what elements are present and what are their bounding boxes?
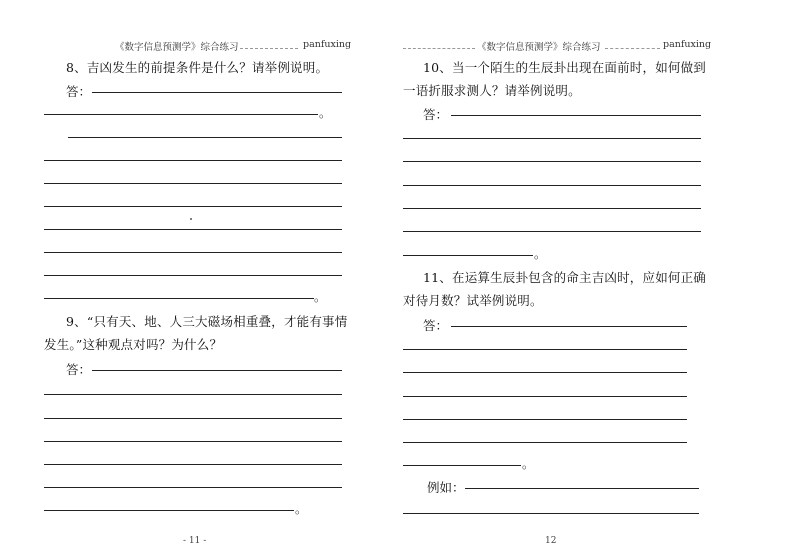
period-mark: 。 <box>295 502 308 516</box>
answer-line[interactable] <box>403 419 687 420</box>
period-mark: 。 <box>314 290 327 304</box>
answer-line[interactable] <box>451 115 701 116</box>
answer-line[interactable] <box>44 252 342 253</box>
answer-line[interactable] <box>403 231 701 232</box>
answer-line[interactable] <box>44 298 314 299</box>
answer-line[interactable] <box>44 160 342 161</box>
question-10-line-2: 一语折服求测人？请举例说明。 <box>403 83 581 98</box>
answer-line[interactable] <box>403 185 701 186</box>
period-mark: 。 <box>534 247 547 261</box>
answer-label: 答： <box>66 362 92 377</box>
answer-line[interactable] <box>92 370 342 371</box>
left-page <box>0 0 396 546</box>
answer-line[interactable] <box>44 487 342 488</box>
answer-label: 答： <box>66 84 92 99</box>
answer-line[interactable] <box>44 275 342 276</box>
page-number: - 11 - <box>183 536 207 546</box>
page-number: 12 <box>545 536 557 546</box>
answer-line[interactable] <box>44 229 342 230</box>
header-rule <box>605 48 660 49</box>
right-page <box>397 0 793 546</box>
answer-line[interactable] <box>403 442 687 443</box>
period-mark: 。 <box>522 457 535 471</box>
header-rule <box>240 48 298 49</box>
answer-line[interactable] <box>403 349 687 350</box>
answer-line[interactable] <box>403 255 533 256</box>
answer-line[interactable] <box>403 372 687 373</box>
example-label: 例如： <box>427 480 465 495</box>
answer-line[interactable] <box>403 396 687 397</box>
header-title: 《数字信息预测学》综合练习 <box>477 42 601 53</box>
scan-speck <box>190 218 192 220</box>
answer-line[interactable] <box>44 464 342 465</box>
answer-line[interactable] <box>44 114 318 115</box>
header-title: 《数字信息预测学》综合练习 <box>115 42 239 53</box>
question-11-line-2: 对待月数？试举例说明。 <box>403 293 543 308</box>
answer-line[interactable] <box>44 394 342 395</box>
question-9-line-2: 发生。”这种观点对吗？为什么？ <box>44 337 223 352</box>
answer-line[interactable] <box>68 137 342 138</box>
header-author: panfuxing <box>663 39 712 50</box>
answer-line[interactable] <box>451 326 687 327</box>
period-mark: 。 <box>319 106 332 120</box>
answer-line[interactable] <box>44 183 342 184</box>
question-10-line-1: 10、当一个陌生的生辰卦出现在面前时，如何做到 <box>423 60 707 75</box>
answer-line[interactable] <box>44 206 342 207</box>
example-line[interactable] <box>403 513 699 514</box>
header-rule <box>403 48 475 49</box>
answer-line[interactable] <box>403 208 701 209</box>
header-author: panfuxing <box>303 39 352 50</box>
answer-line[interactable] <box>92 92 342 93</box>
answer-line[interactable] <box>403 161 701 162</box>
answer-line[interactable] <box>44 510 294 511</box>
answer-line[interactable] <box>403 138 701 139</box>
question-11-line-1: 11、在运算生辰卦包含的命主吉凶时，应如何正确 <box>423 270 707 285</box>
question-9-line-1: 9、“只有天、地、人三大磁场相重叠，才能有事情 <box>66 314 348 329</box>
answer-line[interactable] <box>403 465 521 466</box>
answer-line[interactable] <box>44 441 342 442</box>
question-8: 8、吉凶发生的前提条件是什么？请举例说明。 <box>66 60 329 75</box>
answer-label: 答： <box>423 107 449 122</box>
answer-line[interactable] <box>44 418 342 419</box>
answer-label: 答： <box>423 318 449 333</box>
example-line[interactable] <box>465 488 699 489</box>
